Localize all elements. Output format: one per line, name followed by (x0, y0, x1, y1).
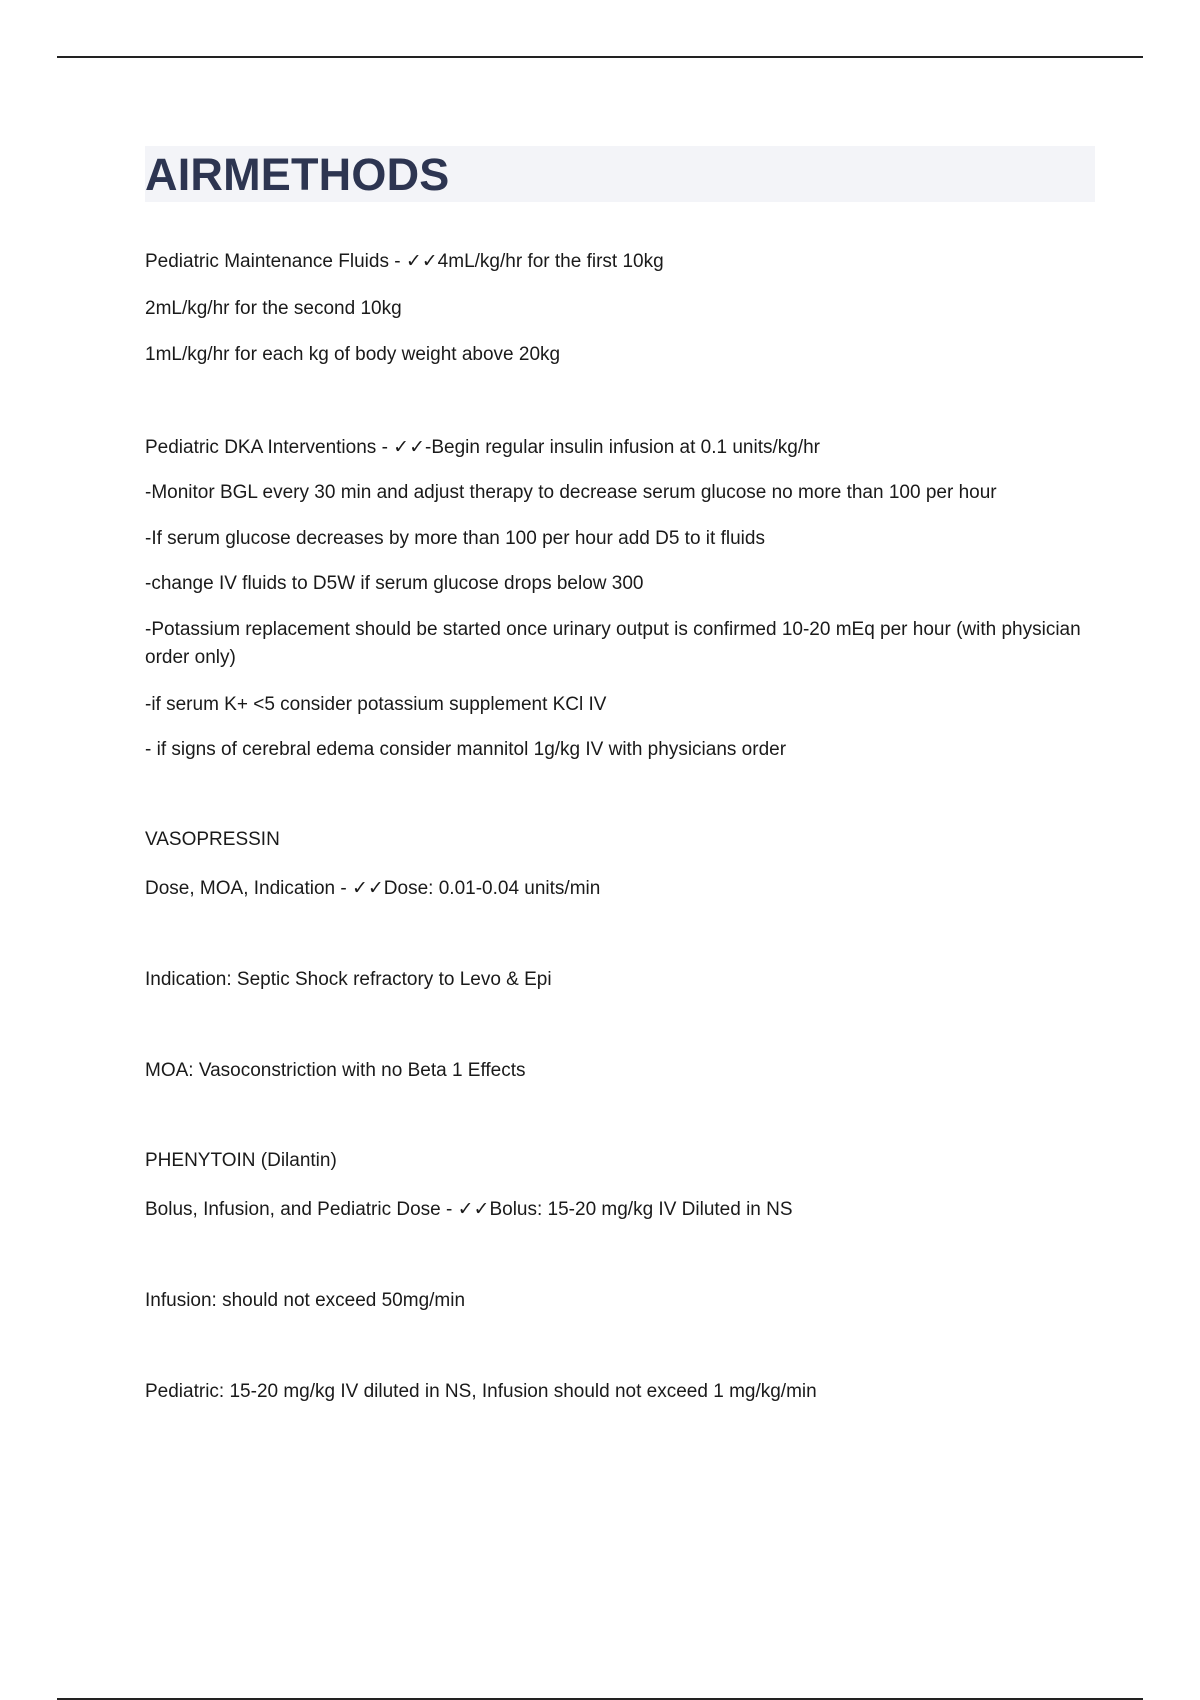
document-body (145, 146, 1095, 1402)
text-line-monitor-bgl: -Monitor BGL every 30 min and adjust therapy to decrease serum glucose no more than 100 per hour (145, 482, 997, 503)
text-line-vasopressin-moa: MOA: Vasoconstriction with no Beta 1 Effects (145, 1060, 526, 1081)
text-line-add-d5: -If serum glucose decreases by more than 100 per hour add D5 to it fluids (145, 528, 765, 549)
text-line-potassium-replacement: -Potassium replacement should be started once urinary output is confirmed 10-20 mEq per hour (with physician order only) (145, 619, 1081, 668)
section-heading-vasopressin: VASOPRESSIN (145, 829, 280, 850)
text-line-vasopressin-indication: Indication: Septic Shock refractory to Levo & Epi (145, 969, 552, 990)
top-rule (57, 56, 1143, 58)
text-line-vasopressin-dose: Dose, MOA, Indication - ✓✓Dose: 0.01-0.04 units/min (145, 878, 601, 899)
text-line-cerebral-edema: - if signs of cerebral edema consider mannitol 1g/kg IV with physicians order (145, 739, 787, 760)
text-line-serum-k: -if serum K+ <5 consider potassium supplement KCl IV (145, 694, 607, 715)
section-heading-phenytoin: PHENYTOIN (Dilantin) (145, 1150, 337, 1171)
text-line-above-20kg: 1mL/kg/hr for each kg of body weight above 20kg (145, 344, 561, 365)
text-line-phenytoin-infusion: Infusion: should not exceed 50mg/min (145, 1290, 466, 1311)
document-title: AIRMETHODS (145, 148, 450, 200)
text-line-phenytoin-bolus: Bolus, Infusion, and Pediatric Dose - ✓✓Bolus: 15-20 mg/kg IV Diluted in NS (145, 1199, 793, 1220)
text-line-change-iv-fluids: -change IV fluids to D5W if serum glucose drops below 300 (145, 573, 644, 594)
text-line-second-10kg: 2mL/kg/hr for the second 10kg (145, 298, 402, 319)
title-band (145, 146, 1095, 202)
text-line-maintenance-fluids: Pediatric Maintenance Fluids - ✓✓4mL/kg/hr for the first 10kg (145, 251, 664, 272)
text-line-phenytoin-pediatric: Pediatric: 15-20 mg/kg IV diluted in NS, Infusion should not exceed 1 mg/kg/min (145, 1381, 817, 1402)
text-line-dka-interventions: Pediatric DKA Interventions - ✓✓-Begin regular insulin infusion at 0.1 units/kg/hr (145, 437, 821, 458)
